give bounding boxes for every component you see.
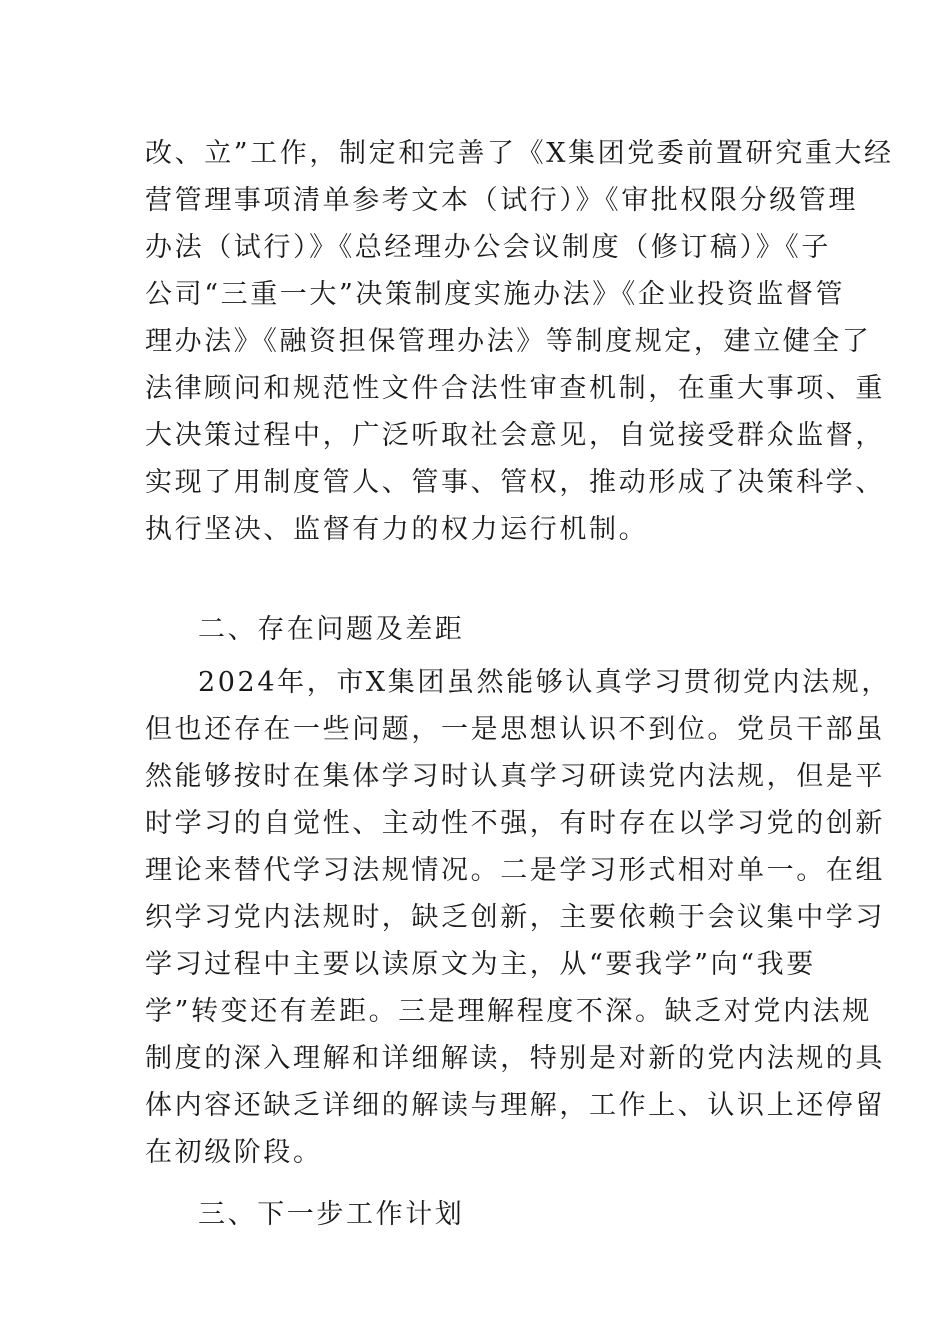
paragraph-line: 学习过程中主要以读原文为主，从“要我学”向“我要 [145,949,816,980]
paragraph-line: 时学习的自觉性、主动性不强，有时存在以学习党的创新 [145,808,885,839]
paragraph-line: 织学习党内法规时，缺乏创新，主要依赖于会议集中学习 [145,902,885,933]
paragraph-line: 办法（试行）》《总经理办公会议制度（修订稿）》《子 [145,232,831,263]
paragraph-line: 实现了用制度管人、管事、管权，推动形成了决策科学、 [145,467,885,498]
paragraph-line: 然能够按时在集体学习时认真学习研读党内法规，但是平 [145,761,885,792]
paragraph-line: 营管理事项清单参考文本（试行）》《审批权限分级管理 [145,185,858,216]
paragraph-line: 体内容还缺乏详细的解读与理解，工作上、认识上还停留 [145,1090,885,1121]
paragraph-line: 学”转变还有差距。三是理解程度不深。缺乏对党内法规 [145,996,872,1027]
paragraph-line: 理办法》《融资担保管理办法》等制度规定，建立健全了 [145,326,872,357]
paragraph-line: 公司“三重一大”决策制度实施办法》《企业投资监督管 [145,279,846,310]
paragraph-line: 在初级阶段。 [145,1137,323,1168]
section-heading: 三、下一步工作计划 [198,1199,465,1230]
paragraph-line: 制度的深入理解和详细解读，特别是对新的党内法规的具 [145,1043,885,1074]
paragraph-line: 但也还存在一些问题，一是思想认识不到位。党员干部虽 [145,714,885,745]
paragraph-line: 改、立”工作，制定和完善了《X集团党委前置研究重大经 [145,138,894,169]
paragraph-line: 法律顾问和规范性文件合法性审查机制，在重大事项、重 [145,373,885,404]
paragraph-line: 执行坚决、监督有力的权力运行机制。 [145,514,649,545]
paragraph-line: 理论来替代学习法规情况。二是学习形式相对单一。在组 [145,855,885,886]
section-heading: 二、存在问题及差距 [198,614,465,645]
paragraph-line: 大决策过程中，广泛听取社会意见，自觉接受群众监督， [145,420,885,451]
paragraph-line: 2024年，市X集团虽然能够认真学习贯彻党内法规， [198,667,891,698]
